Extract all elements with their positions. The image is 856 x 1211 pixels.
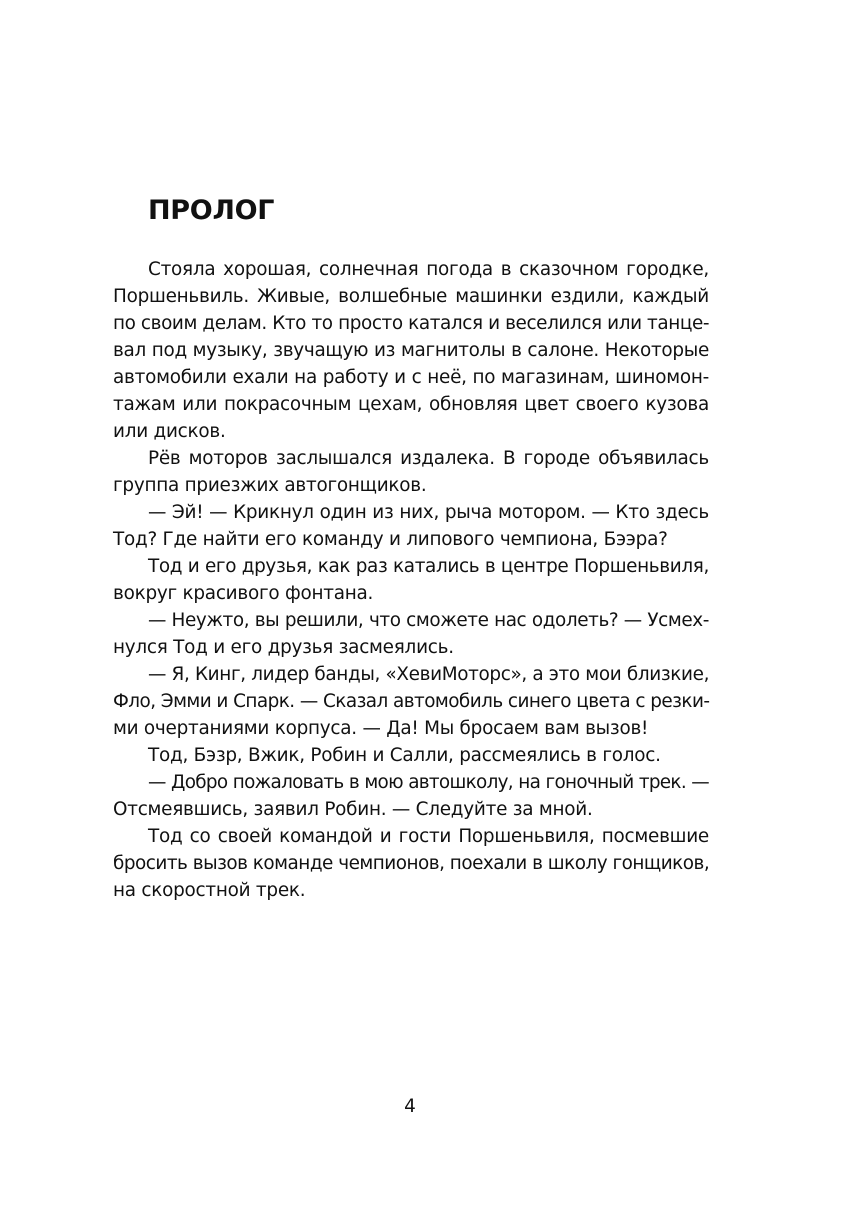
text-line: вокруг красивого фонтана. (113, 583, 374, 604)
chapter-body-text (113, 256, 709, 904)
text-line: Тод и его друзья, как раз катались в центре Поршеньвиля, (148, 556, 709, 577)
chapter-title: ПРОЛОГ (148, 195, 275, 226)
text-line: бросить вызов команде чемпионов, поехали в школу гонщиков, (113, 853, 710, 874)
page-number: 4 (404, 1096, 416, 1117)
text-line: Фло, Эмми и Спарк. — Сказал автомобиль синего цвета с резки- (113, 691, 710, 712)
text-line: Рёв моторов заслышался издалека. В городе объявилась (148, 448, 709, 469)
text-line: группа приезжих автогонщиков. (113, 475, 427, 496)
text-line: по своим делам. Кто то просто катался и веселился или танце- (113, 313, 710, 334)
text-line: нулся Тод и его друзья засмеялись. (113, 637, 454, 658)
text-line: или дисков. (113, 421, 226, 442)
text-line: Отсмеявшись, заявил Робин. — Следуйте за мной. (113, 799, 593, 820)
text-line: Тод со своей командой и гости Поршеньвиля, посмевшие (148, 826, 709, 847)
text-line: тажам или покрасочным цехам, обновляя цвет своего кузова (113, 394, 709, 415)
text-line: Тод, Бэзр, Вжик, Робин и Салли, рассмеялись в голос. (148, 745, 661, 766)
text-line: — Эй! — Крикнул один из них, рыча мотором. — Кто здесь (148, 502, 709, 523)
text-line: — Я, Кинг, лидер банды, «ХевиМоторс», а это мои близкие, (148, 664, 710, 685)
text-line: — Неужто, вы решили, что сможете нас одолеть? — Усмех- (148, 610, 709, 631)
text-line: на скоростной трек. (113, 880, 306, 901)
text-line: Стояла хорошая, солнечная погода в сказочном городке, (148, 259, 709, 280)
text-line: вал под музыку, звучащую из магнитолы в салоне. Некоторые (113, 340, 709, 361)
text-line: Поршеньвиль. Живые, волшебные машинки ездили, каждый (113, 286, 709, 307)
text-line: Тод? Где найти его команду и липового чемпиона, Бээра? (113, 529, 668, 550)
text-line: ми очертаниями корпуса. — Да! Мы бросаем вам вызов! (113, 718, 649, 739)
text-line: — Добро пожаловать в мою автошколу, на гоночный трек. — (148, 772, 709, 793)
text-line: автомобили ехали на работу и с неё, по магазинам, шиномон- (113, 367, 709, 388)
